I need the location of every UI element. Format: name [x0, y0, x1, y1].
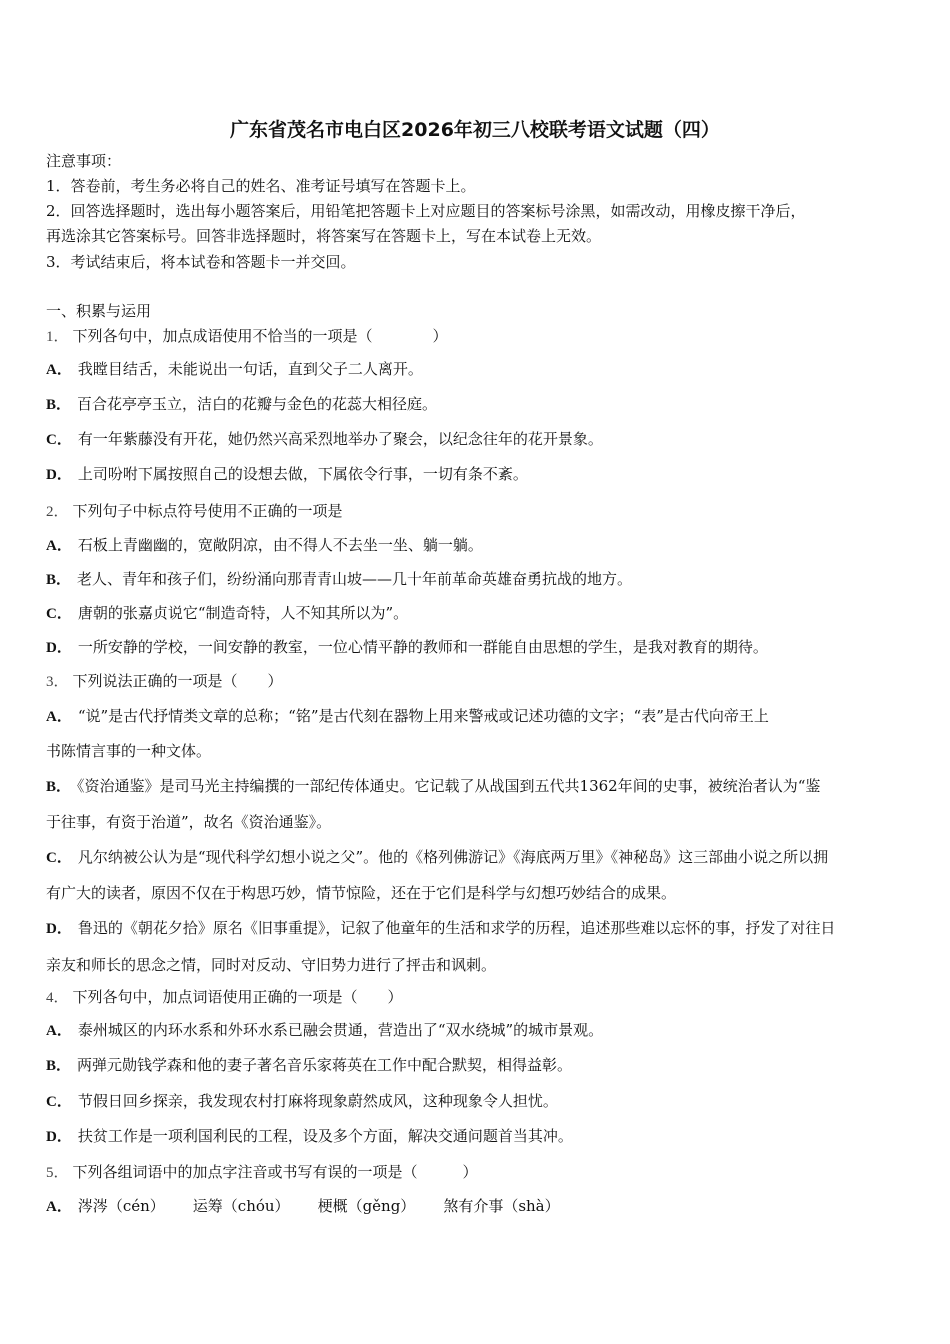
option-word: 涔涔（cén） — [77, 1197, 165, 1215]
option-d — [46, 464, 528, 485]
option-text: 老人、青年和孩子们，纷纷涌向那青青山坡——几十年前革命英雄奋勇抗战的地方。 — [77, 570, 633, 588]
option-c — [46, 1091, 558, 1112]
notice-item: 1．答卷前，考生务必将自己的姓名、准考证号填写在答题卡上。 — [46, 177, 476, 195]
option-text: 一所安静的学校，一间安静的教室，一位心情平静的教师和一群能自由思想的学生，是我对教育的期待。 — [77, 638, 768, 656]
option-b — [46, 569, 632, 590]
question-number: 2． — [46, 504, 69, 520]
question-stem — [46, 671, 283, 692]
notice-heading: 注意事项： — [46, 152, 122, 170]
option-key: B． — [46, 1058, 72, 1074]
option-key: D． — [46, 467, 72, 483]
question-number: 3． — [46, 674, 69, 690]
option-text: 百合花亭亭玉立，洁白的花瓣与金色的花蕊大相径庭。 — [77, 395, 438, 413]
option-key: D． — [46, 640, 72, 656]
option-text: 两弹元勋钱学森和他的妻子著名音乐家蒋英在工作中配合默契，相得益彰。 — [77, 1056, 573, 1074]
notice-item: 再选涂其它答案标号。回答非选择题时，将答案写在答题卡上，写在本试卷上无效。 — [46, 227, 602, 245]
option-a — [46, 706, 769, 727]
question-number: 4． — [46, 990, 69, 1006]
section-heading: 一、积累与运用 — [46, 302, 152, 320]
option-text: 上司吩咐下属按照自己的设想去做，下属依令行事，一切有条不紊。 — [77, 465, 528, 483]
question-text: 下列各句中，加点成语使用不恰当的一项是（ ） — [72, 327, 448, 345]
option-text: 有一年紫藤没有开花，她仍然兴高采烈地举办了聚会，以纪念往年的花开景象。 — [77, 430, 603, 448]
option-b — [46, 394, 437, 415]
option-text: 我瞠目结舌，未能说出一句话，直到父子二人离开。 — [77, 360, 423, 378]
option-d-cont: 亲友和师长的思念之情，同时对反动、守旧势力进行了抨击和讽刺。 — [46, 956, 497, 974]
option-key: C． — [46, 850, 72, 866]
option-key: A． — [46, 362, 72, 378]
option-key: C． — [46, 1094, 72, 1110]
option-text: 节假日回乡探亲，我发现农村打麻将现象蔚然成风，这种现象令人担忧。 — [77, 1092, 558, 1110]
question-stem — [46, 987, 403, 1008]
option-b-cont: 于往事，有资于治道”，故名《资治通鉴》。 — [46, 813, 332, 831]
option-key: A． — [46, 1023, 72, 1039]
question-number: 5． — [46, 1165, 69, 1181]
option-key: B． — [46, 572, 72, 588]
option-key: C． — [46, 432, 72, 448]
option-b — [46, 1055, 572, 1076]
option-a — [46, 1020, 603, 1041]
option-key: C． — [46, 606, 72, 622]
option-word: 煞有介事（shà） — [443, 1197, 560, 1215]
option-key: D． — [46, 1129, 72, 1145]
option-text: 唐朝的张嘉贞说它“制造奇特，人不知其所以为”。 — [77, 604, 409, 622]
question-text: 下列说法正确的一项是（ ） — [72, 672, 283, 690]
notice-item: 2．回答选择题时，选出每小题答案后，用铅笔把答题卡上对应题目的答案标号涂黑，如需改动，用橡皮擦干净后， — [46, 202, 806, 220]
notice-item: 3．考试结束后，将本试卷和答题卡一并交回。 — [46, 253, 356, 271]
option-a — [46, 1196, 560, 1217]
question-stem — [46, 326, 448, 347]
option-b — [46, 776, 820, 797]
option-text: 《资治通鉴》是司马光主持编撰的一部纪传体通史。它记载了从战国到五代共1362年间的史事，被统治者认为“鉴 — [77, 777, 821, 795]
question-text: 下列句子中标点符号使用不正确的一项是 — [72, 502, 343, 520]
option-key: B． — [46, 779, 72, 795]
option-key: D． — [46, 921, 72, 937]
option-key: A． — [46, 538, 72, 554]
option-key: A． — [46, 1199, 72, 1215]
option-word: 梗概（gěng） — [317, 1197, 416, 1215]
question-text: 下列各句中，加点词语使用正确的一项是（ ） — [72, 988, 403, 1006]
option-text: 扶贫工作是一项利国利民的工程，设及多个方面，解决交通问题首当其冲。 — [77, 1127, 573, 1145]
option-text: 鲁迅的《朝花夕拾》原名《旧事重提》，记叙了他童年的生活和求学的历程，追述那些难以忘怀的事，抒发了对往日 — [77, 919, 836, 937]
option-text: “说”是古代抒情类文章的总称；“铭”是古代刻在器物上用来警戒或记述功德的文字；“表”是古代向帝王上 — [77, 707, 769, 725]
option-a — [46, 359, 423, 380]
option-text: 石板上青幽幽的，宽敞阴凉，由不得人不去坐一坐、躺一躺。 — [77, 536, 483, 554]
option-d — [46, 918, 835, 939]
option-key: A． — [46, 709, 72, 725]
option-d — [46, 637, 768, 658]
option-text: 泰州城区的内环水系和外环水系已融会贯通，营造出了“双水绕城”的城市景观。 — [77, 1021, 604, 1039]
option-c — [46, 603, 408, 624]
option-key: B． — [46, 397, 72, 413]
question-stem — [46, 1162, 478, 1183]
option-a — [46, 535, 483, 556]
option-c — [46, 847, 828, 868]
option-text: 凡尔纳被公认为是“现代科学幻想小说之父”。他的《格列佛游记》《海底两万里》《神秘岛》这三部曲小说之所以拥 — [77, 848, 829, 866]
option-word: 运筹（chóu） — [192, 1197, 290, 1215]
page-title: 广东省茂名市电白区2026年初三八校联考语文试题（四） — [230, 119, 720, 141]
question-stem — [46, 501, 343, 522]
option-c — [46, 429, 603, 450]
option-c-cont: 有广大的读者，原因不仅在于构思巧妙，情节惊险，还在于它们是科学与幻想巧妙结合的成果。 — [46, 884, 677, 902]
option-d — [46, 1126, 573, 1147]
question-number: 1． — [46, 329, 69, 345]
question-text: 下列各组词语中的加点字注音或书写有误的一项是（ ） — [72, 1163, 478, 1181]
option-a-cont: 书陈情言事的一种文体。 — [46, 742, 212, 760]
